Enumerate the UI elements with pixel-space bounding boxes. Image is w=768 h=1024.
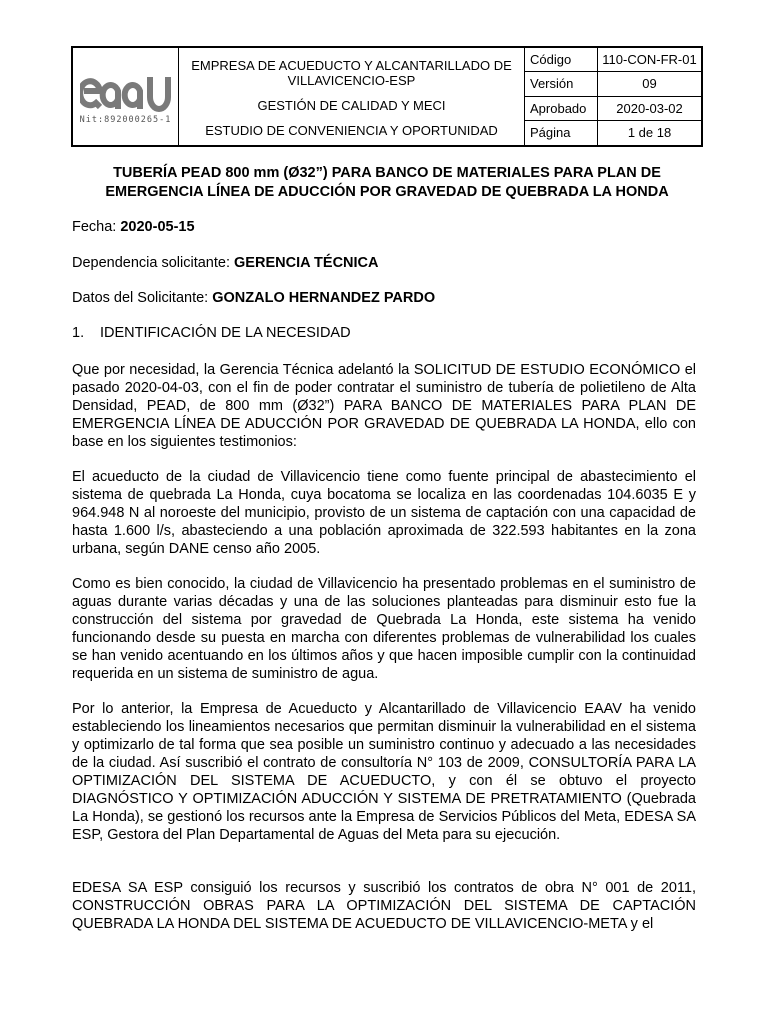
dependencia-label: Dependencia solicitante: (72, 255, 235, 271)
section-heading (72, 325, 351, 341)
solicitante-value: GONZALO HERNANDEZ PARDO (212, 290, 436, 306)
meta-label-aprobado: Aprobado (525, 97, 597, 121)
document-header-table (71, 46, 703, 147)
document-title: TUBERÍA PEAD 800 mm (Ø32”) PARA BANCO DE MATERIALES PARA PLAN DE EMERGENCIA LÍNEA DE ADUCCIÓN POR GRAVEDAD DE QUEBRADA LA HONDA (105, 165, 669, 200)
solicitante-line (72, 290, 435, 306)
paragraph: Que por necesidad, la Gerencia Técnica adelantó la SOLICITUD DE ESTUDIO ECONÓMICO el pasado 2020-04-03, con el fin de poder contratar el suministro de tubería de polietileno de Alta Densidad, PEAD, de 800 mm (Ø32”) PARA BANCO DE MATERIALES PARA PLAN DE EMERGENCIA LÍNEA DE ADUCCIÓN POR GRAVEDAD DE QUEBRADA LA HONDA, ello con base en los siguientes testimonios: (72, 362, 696, 450)
meta-label-codigo: Código (525, 48, 597, 72)
dependencia-value: GERENCIA TÉCNICA (234, 255, 379, 271)
paragraph: Como es bien conocido, la ciudad de Villavicencio ha presentado problemas en el suministro de aguas durante varias décadas y una de las soluciones planteadas para disminuir esto fue la construcción del sistema por gravedad de Quebrada La Honda, este sistema ha venido funcionando desde su puesta en marcha con diferentes problemas de vulnerabilidad los cuales se han venido acentuando en los últimos años y que hacen imposible cumplir con la continuidad requerida en un sistema de suministro de agua. (72, 576, 696, 682)
header-title-cell (179, 48, 525, 145)
dependencia-line (72, 255, 379, 271)
meta-value-version: 09 (597, 72, 701, 96)
paragraph: El acueducto de la ciudad de Villavicencio tiene como fuente principal de abastecimiento el sistema de quebrada La Honda, cuya bocatoma se localiza en las coordenadas 104.6035 E y 964.948 N al noroeste del municipio, provisto de un sistema de captación con una capacidad de hasta 1.600 l/s, abasteciendo a una población aproximada de 322.593 habitantes en la zona urbana, según DANE censo año 2005. (72, 469, 696, 557)
solicitante-label: Datos del Solicitante: (72, 290, 213, 306)
document-meta-grid (525, 48, 701, 145)
meta-value-pagina: 1 de 18 (597, 121, 701, 145)
nit-text: Nit:892000265-1 (79, 114, 172, 125)
quality-system-label: GESTIÓN DE CALIDAD Y MECI (257, 98, 446, 113)
paragraph: Por lo anterior, la Empresa de Acueducto y Alcantarillado de Villavicencio EAAV ha venido estableciendo los lineamientos necesarios que permitan disminuir la vulnerabilidad en el sistema y optimizarlo de tal forma que sea posible un suministro continuo y adecuado a las necesidades de la ciudad. Así suscribió el contrato de consultoría N° 103 de 2009, CONSULTORÍA PARA LA OPTIMIZACIÓN DEL SISTEMA DE ACUEDUCTO, y con él se obtuvo el proyecto DIAGNÓSTICO Y OPTIMIZACIÓN ADUCCIÓN Y SISTEMA DE PRETRATAMIENTO (Quebrada La Honda), se gestionó los recursos ante la Empresa de Servicios Públicos del Meta, EDESA SA ESP, Gestora del Plan Departamental de Aguas del Meta para su ejecución. (72, 701, 696, 843)
fecha-label: Fecha: (72, 219, 121, 235)
logo-cell (73, 48, 179, 145)
fecha-value: 2020-05-15 (120, 219, 195, 235)
meta-label-version: Versión (525, 72, 597, 96)
company-name: EMPRESA DE ACUEDUCTO Y ALCANTARILLADO DE VILLAVICENCIO-ESP (191, 58, 512, 88)
fecha-line (72, 219, 195, 235)
document-type-label: ESTUDIO DE CONVENIENCIA Y OPORTUNIDAD (205, 123, 498, 138)
meta-value-aprobado: 2020-03-02 (597, 97, 701, 121)
section-number: 1. (72, 325, 85, 341)
eaav-logo-icon (80, 69, 172, 113)
meta-label-pagina: Página (530, 125, 571, 141)
meta-value-codigo: 110-CON-FR-01 (597, 48, 701, 72)
paragraph: EDESA SA ESP consiguió los recursos y suscribió los contratos de obra N° 001 de 2011, CONSTRUCCIÓN OBRAS PARA LA OPTIMIZACIÓN DEL SISTEMA DE CAPTACIÓN QUEBRADA LA HONDA DEL SISTEMA DE ACUEDUCTO DE VILLAVICENCIO-META y el (72, 880, 696, 932)
section-title: IDENTIFICACIÓN DE LA NECESIDAD (100, 325, 351, 341)
